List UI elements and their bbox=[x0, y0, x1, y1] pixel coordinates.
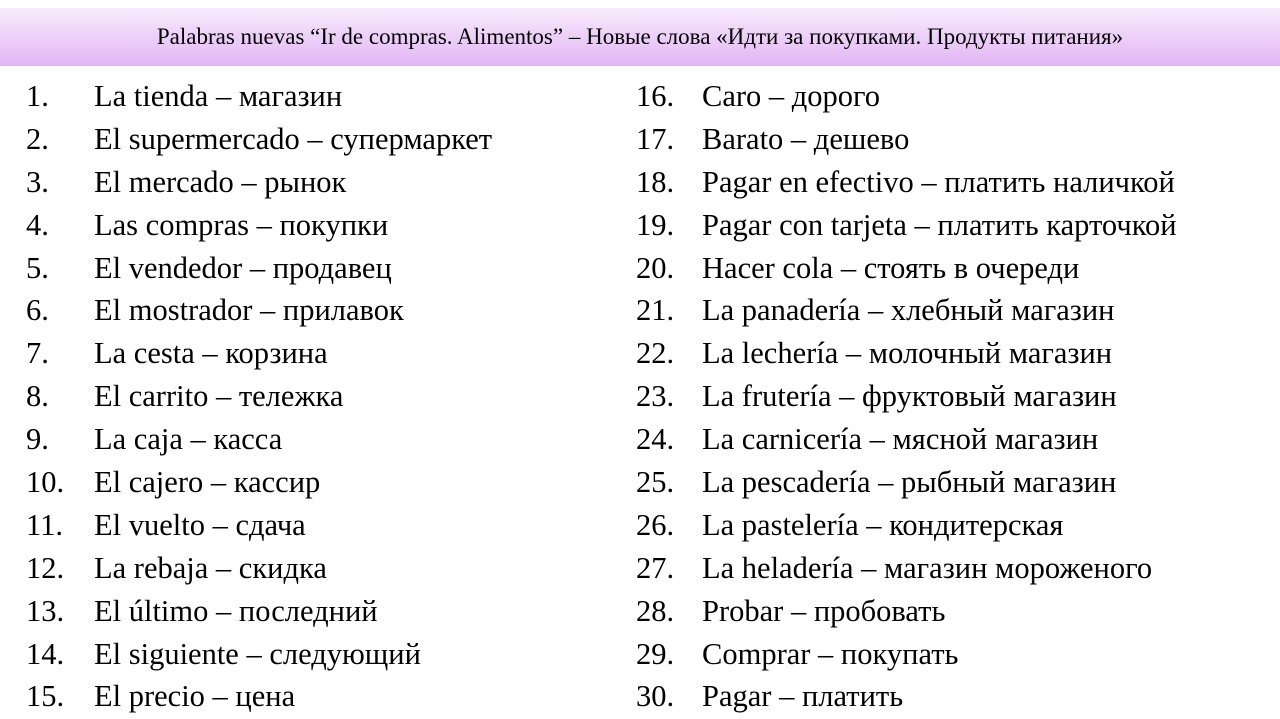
item-text: Comprar – покупать bbox=[702, 636, 959, 671]
item-text: Hacer cola – стоять в очереди bbox=[702, 250, 1080, 285]
item-number: 24. bbox=[636, 422, 675, 457]
list-item bbox=[636, 590, 1276, 633]
item-text: Probar – пробовать bbox=[702, 593, 946, 628]
item-number: 6. bbox=[26, 293, 49, 328]
item-text: El supermercado – супермаркет bbox=[94, 121, 493, 156]
item-number: 7. bbox=[26, 336, 49, 371]
item-text: Pagar con tarjeta – платить карточкой bbox=[702, 207, 1177, 242]
item-number: 20. bbox=[636, 250, 675, 285]
item-number: 28. bbox=[636, 593, 675, 628]
item-text: El siguiente – следующий bbox=[94, 636, 421, 671]
item-number: 29. bbox=[636, 636, 675, 671]
item-number: 27. bbox=[636, 550, 675, 585]
item-number: 9. bbox=[26, 422, 49, 457]
list-item bbox=[636, 504, 1276, 547]
item-text: La pescadería – рыбный магазин bbox=[702, 465, 1117, 500]
list-item bbox=[636, 161, 1276, 204]
item-text: Pagar en efectivo – платить наличкой bbox=[702, 164, 1175, 199]
list-item bbox=[636, 204, 1276, 247]
list-item bbox=[636, 418, 1276, 461]
list-item bbox=[26, 161, 616, 204]
list-item bbox=[26, 590, 616, 633]
item-text: El vendedor – продавец bbox=[94, 250, 392, 285]
item-text: La tienda – магазин bbox=[94, 79, 343, 113]
item-text: La rebaja – скидка bbox=[94, 550, 327, 585]
item-number: 5. bbox=[26, 250, 49, 285]
item-text: El mostrador – прилавок bbox=[94, 293, 404, 328]
item-text: El carrito – тележка bbox=[94, 379, 344, 414]
item-text: La caja – касса bbox=[94, 422, 283, 457]
item-number: 1. bbox=[26, 79, 49, 113]
item-number: 16. bbox=[636, 79, 675, 113]
item-number: 13. bbox=[26, 593, 65, 628]
list-item bbox=[636, 247, 1276, 290]
list-item bbox=[636, 633, 1276, 676]
item-number: 17. bbox=[636, 121, 675, 156]
item-number: 22. bbox=[636, 336, 675, 371]
item-text: El precio – цена bbox=[94, 679, 296, 714]
list-item bbox=[26, 504, 616, 547]
item-number: 19. bbox=[636, 207, 675, 242]
vocabulary-list-left bbox=[26, 75, 616, 718]
item-text: La heladería – магазин мороженого bbox=[702, 550, 1153, 585]
list-item bbox=[26, 461, 616, 504]
item-number: 4. bbox=[26, 207, 49, 242]
item-number: 18. bbox=[636, 164, 675, 199]
item-text: El vuelto – сдача bbox=[94, 507, 306, 542]
list-item bbox=[26, 675, 616, 718]
item-text: Caro – дорого bbox=[702, 79, 881, 113]
item-text: El mercado – рынок bbox=[94, 164, 347, 199]
list-item bbox=[26, 332, 616, 375]
item-number: 2. bbox=[26, 121, 49, 156]
list-item bbox=[26, 204, 616, 247]
item-text: Las compras – покупки bbox=[94, 207, 389, 242]
item-number: 3. bbox=[26, 164, 49, 199]
list-item bbox=[26, 289, 616, 332]
list-item bbox=[636, 547, 1276, 590]
item-number: 11. bbox=[26, 507, 63, 542]
item-text: La lechería – молочный магазин bbox=[702, 336, 1113, 371]
item-number: 14. bbox=[26, 636, 65, 671]
list-item bbox=[636, 118, 1276, 161]
item-number: 10. bbox=[26, 465, 65, 500]
list-item bbox=[26, 418, 616, 461]
vocabulary-list-right bbox=[636, 75, 1276, 718]
list-item bbox=[636, 675, 1276, 718]
list-item bbox=[636, 461, 1276, 504]
item-number: 15. bbox=[26, 679, 65, 714]
item-number: 26. bbox=[636, 507, 675, 542]
list-item bbox=[26, 633, 616, 676]
item-text: La panadería – хлебный магазин bbox=[702, 293, 1115, 328]
list-item bbox=[636, 332, 1276, 375]
item-number: 25. bbox=[636, 465, 675, 500]
list-item bbox=[636, 75, 1276, 118]
list-item bbox=[26, 118, 616, 161]
item-number: 8. bbox=[26, 379, 49, 414]
item-text: El cajero – кассир bbox=[94, 465, 321, 500]
list-item bbox=[636, 375, 1276, 418]
item-text: La cesta – корзина bbox=[94, 336, 328, 371]
item-number: 30. bbox=[636, 679, 675, 714]
list-item bbox=[636, 289, 1276, 332]
list-item bbox=[26, 75, 616, 118]
item-number: 23. bbox=[636, 379, 675, 414]
item-text: Barato – дешево bbox=[702, 121, 910, 156]
item-text: La pastelería – кондитерская bbox=[702, 507, 1064, 542]
item-number: 21. bbox=[636, 293, 675, 328]
item-text: La carnicería – мясной магазин bbox=[702, 422, 1099, 457]
item-number: 12. bbox=[26, 550, 65, 585]
slide-title: Palabras nuevas “Ir de compras. Alimentos” – Новые слова «Идти за покупками. Продукты питания» bbox=[156, 24, 1124, 49]
title-banner bbox=[0, 8, 1280, 66]
item-text: La frutería – фруктовый магазин bbox=[702, 379, 1117, 414]
list-item bbox=[26, 375, 616, 418]
list-item bbox=[26, 547, 616, 590]
item-text: Pagar – платить bbox=[702, 679, 904, 714]
item-text: El último – последний bbox=[94, 593, 378, 628]
list-item bbox=[26, 247, 616, 290]
